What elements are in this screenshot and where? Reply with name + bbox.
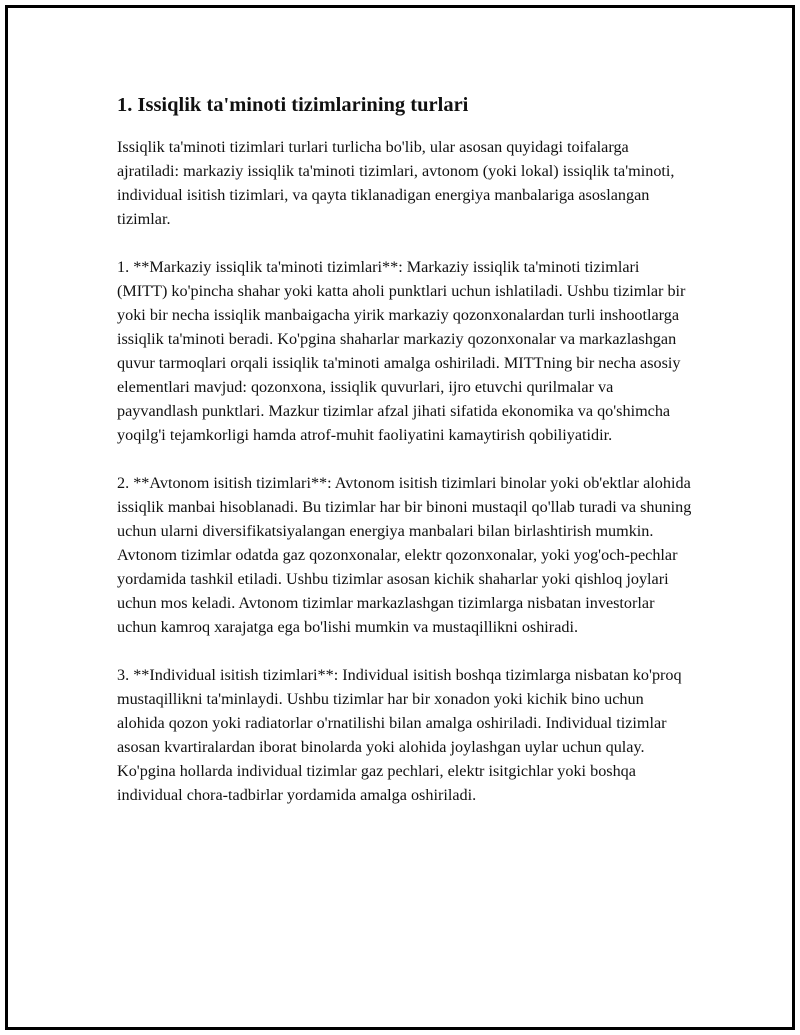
paragraph-central-heating: 1. **Markaziy issiqlik ta'minoti tizimlari**: Markaziy issiqlik ta'minoti tizimlari (MITT) ko'pincha shahar yoki katta aholi punktlari uchun ishlatiladi. Ushbu tizimlar bir yoki bir necha issiqlik manbaigacha yirik markaziy qozonxonalardan turli inshootlarga issiqlik ta'minoti beradi. Ko'pgina shaharlar markaziy qozonxonalar va markazlashgan quvur tarmoqlari orqali issiqlik ta'minoti amalga oshiriladi. MITTning bir necha asosiy elementlari mavjud: qozonxona, issiqlik quvurlari, ijro etuvchi qurilmalar va payvandlash punktlari. Mazkur tizimlar afzal jihati sifatida ekonomika va qo'shimcha yoqilg'i tejamkorligi hamda atrof-muhit faoliyatini kamaytirish qobiliyatidir. [117, 258, 686, 444]
intro-paragraph: Issiqlik ta'minoti tizimlari turlari turlicha bo'lib, ular asosan quyidagi toifalarga ajratiladi: markaziy issiqlik ta'minoti tizimlari, avtonom (yoki lokal) issiqlik ta'minoti, individual isitish tizimlari, va qayta tiklanadigan energiya manbalariga asoslangan tizimlar. [117, 138, 675, 228]
section-heading: 1. Issiqlik ta'minoti tizimlarining turlari [117, 94, 469, 116]
paragraph-individual-heating: 3. **Individual isitish tizimlari**: Individual isitish boshqa tizimlarga nisbatan ko'proq mustaqillikni ta'minlaydi. Ushbu tizimlar har bir xonadon yoki kichik bino uchun alohida qozon yoki radiatorlar o'rnatilishi bilan amalga oshiriladi. Individual tizimlar asosan kvartiralardan iborat binolarda yoki alohida joylashgan uylar uchun qulay. Ko'pgina hollarda individual tizimlar gaz pechlari, elektr isitgichlar yoki boshqa individual chora-tadbirlar yordamida amalga oshiriladi. [117, 666, 682, 804]
document-body [113, 91, 693, 831]
paragraph-autonomous-heating: 2. **Avtonom isitish tizimlari**: Avtonom isitish tizimlari binolar yoki ob'ektlar alohida issiqlik manbai hisoblanadi. Bu tizimlar har bir binoni mustaqil qo'llab turadi va shuning uchun ularni diversifikatsiyalangan energiya manbalari bilan birlashtirish mumkin. Avtonom tizimlar odatda gaz qozonxonalar, elektr qozonxonalar, yoki yog'och-pechlar yordamida tashkil etiladi. Ushbu tizimlar asosan kichik shaharlar yoki qishloq joylari uchun mos keladi. Avtonom tizimlar markazlashgan tizimlarga nisbatan investorlar uchun kamroq xarajatga ega bo'lishi mumkin va mustaqillikni oshiradi. [117, 474, 692, 636]
